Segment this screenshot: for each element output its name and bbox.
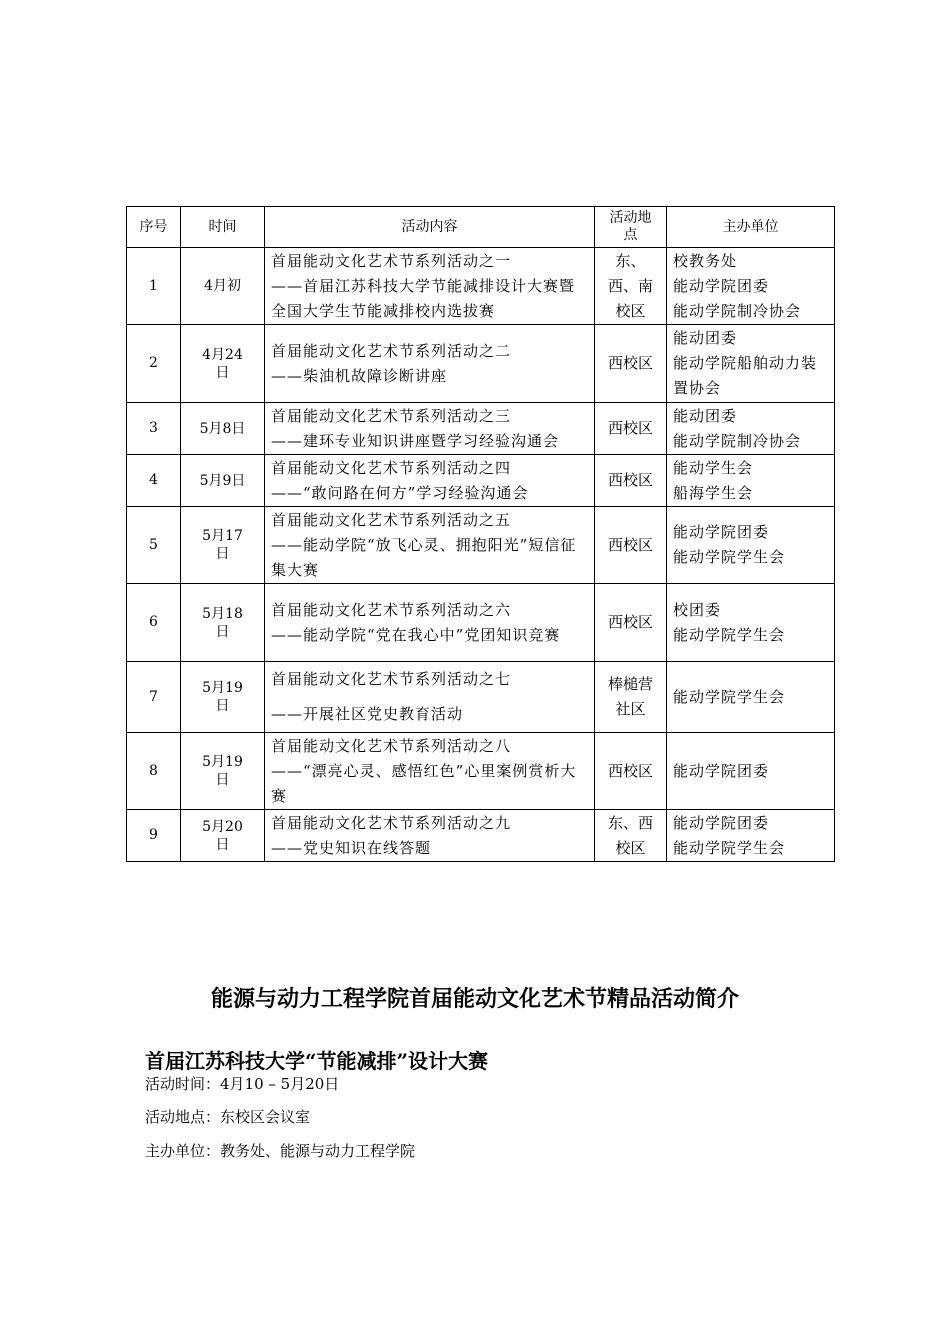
org-line: 能动学生会 bbox=[673, 458, 754, 477]
content-line: 首届能动文化艺术节系列活动之八 bbox=[271, 736, 512, 755]
cell-org bbox=[667, 455, 835, 507]
content-line: 首届能动文化艺术节系列活动之六 bbox=[271, 600, 512, 619]
cell-content bbox=[265, 507, 595, 584]
content-line: ——能动学院“党在我心中”党团知识竞赛 bbox=[271, 625, 561, 644]
org-line: 能动团委 bbox=[673, 329, 738, 347]
cell-no: 5 bbox=[127, 507, 181, 584]
table-row bbox=[127, 455, 835, 507]
cell-org bbox=[667, 403, 835, 455]
org-line: 能动学院团委 bbox=[673, 761, 770, 780]
table-row bbox=[127, 507, 835, 584]
org-line: 能动学院团委 bbox=[673, 276, 770, 295]
content-line: ——“漂亮心灵、感悟红色”心里案例赏析大赛 bbox=[271, 761, 577, 805]
cell-place: 西校区 bbox=[595, 733, 667, 810]
content-line: ——党史知识在线答题 bbox=[271, 838, 432, 857]
org-line: 能动学院船舶动力装置协会 bbox=[673, 354, 818, 397]
cell-content bbox=[265, 810, 595, 862]
table-row bbox=[127, 403, 835, 455]
content-line: 首届能动文化艺术节系列活动之九 bbox=[271, 813, 512, 832]
cell-place: 东、西校区 bbox=[595, 810, 667, 862]
cell-time: 5月19日 bbox=[181, 733, 265, 810]
cell-no: 9 bbox=[127, 810, 181, 862]
cell-time: 5月18日 bbox=[181, 584, 265, 662]
cell-content bbox=[265, 584, 595, 662]
cell-org bbox=[667, 584, 835, 662]
cell-place: 东、西、南校区 bbox=[595, 248, 667, 325]
cell-time: 5月20日 bbox=[181, 810, 265, 862]
cell-no: 1 bbox=[127, 248, 181, 325]
cell-place: 棒槌营社区 bbox=[595, 662, 667, 733]
table-row bbox=[127, 584, 835, 662]
org-line: 船海学生会 bbox=[673, 483, 754, 502]
section-title: 能源与动力工程学院首届能动文化艺术节精品活动简介 bbox=[210, 987, 739, 1012]
header-place: 活动地点 bbox=[595, 207, 667, 248]
org-line: 能动学院制冷协会 bbox=[673, 301, 802, 320]
org-line: 能动学院团委 bbox=[673, 813, 770, 832]
content-line: 首届能动文化艺术节系列活动之三 bbox=[271, 406, 512, 425]
cell-time: 5月17日 bbox=[181, 507, 265, 584]
cell-place: 西校区 bbox=[595, 325, 667, 403]
cell-org bbox=[667, 810, 835, 862]
table-row bbox=[127, 810, 835, 862]
activity-table bbox=[126, 206, 835, 862]
content-line: 首届能动文化艺术节系列活动之七 bbox=[271, 670, 512, 688]
cell-content bbox=[265, 403, 595, 455]
table-row bbox=[127, 662, 835, 733]
cell-place: 西校区 bbox=[595, 403, 667, 455]
cell-place: 西校区 bbox=[595, 455, 667, 507]
cell-no: 3 bbox=[127, 403, 181, 455]
cell-content bbox=[265, 662, 595, 733]
event-title: 首届江苏科技大学“节能减排”设计大赛 bbox=[145, 1049, 489, 1073]
cell-time: 5月19日 bbox=[181, 662, 265, 733]
content-line: ——柴油机故障诊断讲座 bbox=[271, 366, 448, 385]
org-line: 校教务处 bbox=[673, 251, 738, 270]
cell-time: 5月8日 bbox=[181, 403, 265, 455]
org-line: 能动学院学生会 bbox=[673, 548, 786, 566]
event-organizer: 主办单位：教务处、能源与动力工程学院 bbox=[145, 1142, 416, 1160]
content-line: ——开展社区党史教育活动 bbox=[271, 705, 464, 723]
table-row bbox=[127, 325, 835, 403]
cell-time: 5月9日 bbox=[181, 455, 265, 507]
cell-content bbox=[265, 455, 595, 507]
cell-org bbox=[667, 662, 835, 733]
event-place: 活动地点：东校区会议室 bbox=[145, 1108, 311, 1126]
content-line: 首届能动文化艺术节系列活动之四 bbox=[271, 458, 512, 477]
org-line: 能动学院学生会 bbox=[673, 687, 786, 706]
header-org: 主办单位 bbox=[667, 207, 835, 248]
content-line: ——建环专业知识讲座暨学习经验沟通会 bbox=[271, 431, 560, 450]
table-header-row bbox=[127, 207, 835, 248]
content-line: 首届能动文化艺术节系列活动之二 bbox=[271, 341, 512, 360]
cell-content bbox=[265, 733, 595, 810]
org-line: 校团委 bbox=[673, 600, 722, 619]
header-time: 时间 bbox=[181, 207, 265, 248]
cell-time: 4月24日 bbox=[181, 325, 265, 403]
table-row bbox=[127, 733, 835, 810]
cell-place: 西校区 bbox=[595, 584, 667, 662]
cell-no: 4 bbox=[127, 455, 181, 507]
org-line: 能动学院团委 bbox=[673, 523, 770, 541]
cell-org bbox=[667, 325, 835, 403]
cell-time: 4月初 bbox=[181, 248, 265, 325]
event-time: 活动时间：4月10 – 5月20日 bbox=[145, 1075, 340, 1093]
header-no: 序号 bbox=[127, 207, 181, 248]
cell-org bbox=[667, 248, 835, 325]
content-line: ——“敢问路在何方”学习经验沟通会 bbox=[271, 483, 529, 502]
cell-content bbox=[265, 248, 595, 325]
cell-no: 7 bbox=[127, 662, 181, 733]
cell-place: 西校区 bbox=[595, 507, 667, 584]
table-row bbox=[127, 248, 835, 325]
content-line: 首届能动文化艺术节系列活动之五 bbox=[271, 510, 512, 529]
header-content: 活动内容 bbox=[265, 207, 595, 248]
cell-no: 8 bbox=[127, 733, 181, 810]
org-line: 能动学院制冷协会 bbox=[673, 431, 802, 450]
org-line: 能动学院学生会 bbox=[673, 838, 786, 857]
cell-org bbox=[667, 507, 835, 584]
cell-no: 2 bbox=[127, 325, 181, 403]
cell-content bbox=[265, 325, 595, 403]
org-line: 能动团委 bbox=[673, 406, 738, 425]
content-line: ——首届江苏科技大学节能减排设计大赛暨全国大学生节能减排校内选拔赛 bbox=[271, 276, 576, 320]
org-line: 能动学院学生会 bbox=[673, 625, 786, 644]
content-line: 首届能动文化艺术节系列活动之一 bbox=[271, 251, 512, 270]
cell-org bbox=[667, 733, 835, 810]
cell-no: 6 bbox=[127, 584, 181, 662]
content-line: ——能动学院“放飞心灵、拥抱阳光”短信征集大赛 bbox=[271, 535, 577, 579]
